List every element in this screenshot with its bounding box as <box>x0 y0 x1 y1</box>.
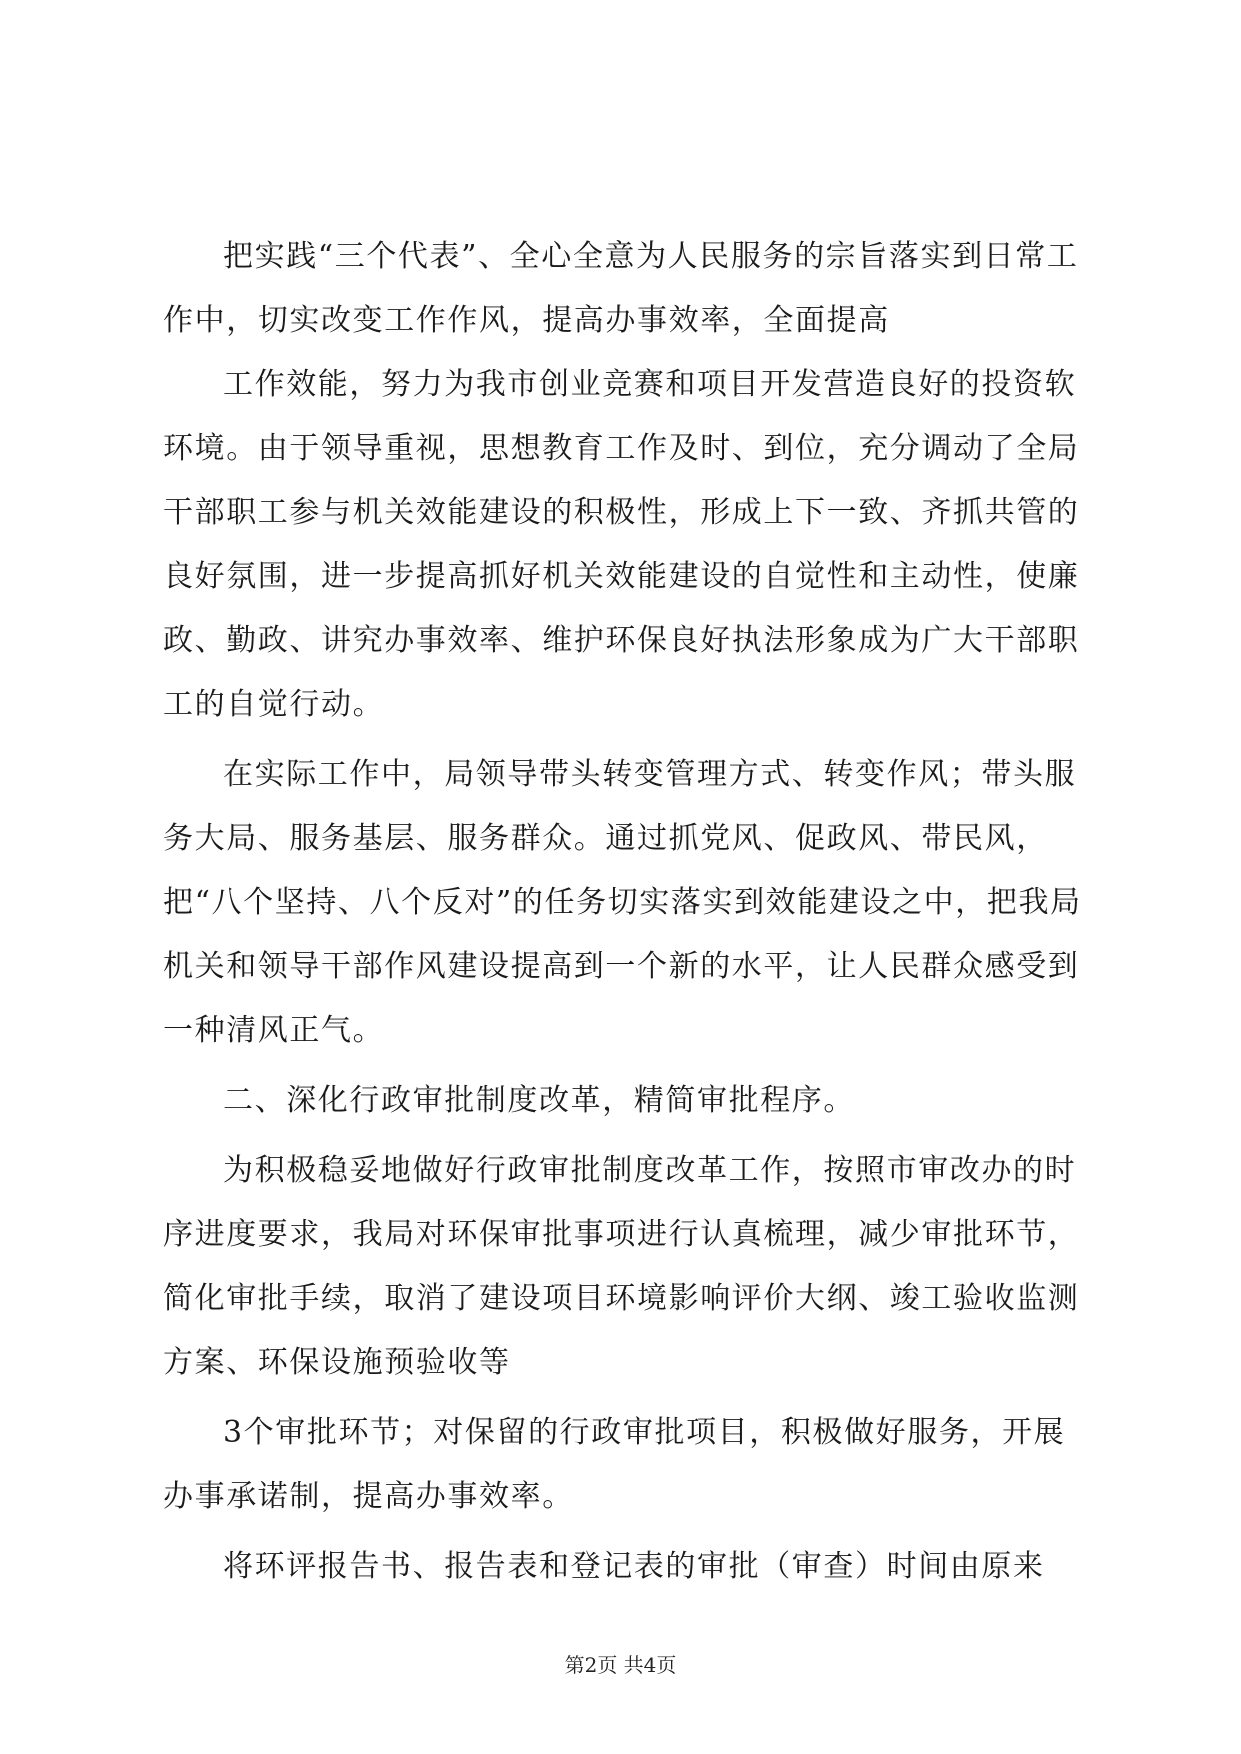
paragraph: 将环评报告书、报告表和登记表的审批（审查）时间由原来 <box>223 1549 1045 1584</box>
section-heading: 二、深化行政审批制度改革，精简审批程序。 <box>223 1083 855 1118</box>
paragraph: 3个审批环节；对保留的行政审批项目，积极做好服务，开展办事承诺制，提高办事效率。 <box>163 1415 1066 1514</box>
paragraph: 在实际工作中，局领导带头转变管理方式、转变作风；带头服务大局、服务基层、服务群众。通过抓党风、促政风、带民风，把“八个坚持、八个反对”的任务切实落实到效能建设之中，把我局机关和领导干部作风建设提高到一个新的水平，让人民群众感受到一种清风正气。 <box>163 757 1082 1048</box>
paragraph: 工作效能，努力为我市创业竞赛和项目开发营造良好的投资软环境。由于领导重视，思想教育工作及时、到位，充分调动了全局干部职工参与机关效能建设的积极性，形成上下一致、齐抓共管的良好氛围，进一步提高抓好机关效能建设的自觉性和主动性，使廉政、勤政、讲究办事效率、维护环保良好执法形象成为广大干部职工的自觉行动。 <box>163 367 1080 722</box>
page-number-footer: 第2页 共4页 <box>564 1653 677 1677</box>
paragraph: 为积极稳妥地做好行政审批制度改革工作，按照市审改办的时序进度要求，我局对环保审批事项进行认真梳理，减少审批环节，简化审批手续，取消了建设项目环境影响评价大纲、竣工验收监测方案、环保设施预验收等 <box>163 1153 1080 1380</box>
paragraph: 把实践“三个代表”、全心全意为人民服务的宗旨落实到日常工作中，切实改变工作作风，提高办事效率，全面提高 <box>163 239 1079 338</box>
document-body <box>163 225 1083 1599</box>
